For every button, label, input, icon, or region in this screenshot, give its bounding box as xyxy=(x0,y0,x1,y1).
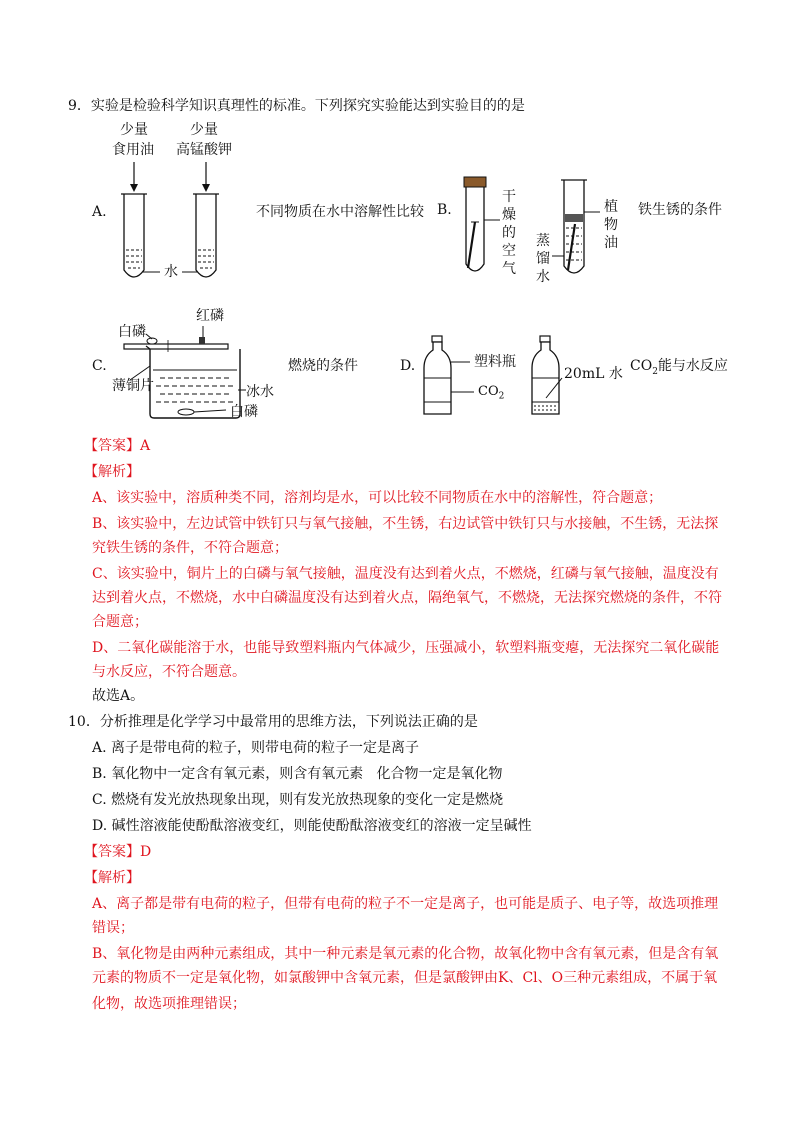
q10-option-a: A. 离子是带电荷的粒子，则带电荷的粒子一定是离子 xyxy=(92,740,420,756)
co2-text: CO xyxy=(478,384,499,399)
label-kmno4-line2: 高锰酸钾 xyxy=(176,142,232,158)
label-distilled-water-char: 水 xyxy=(536,269,550,285)
q10-option-c: C. 燃烧有发光放热现象出现，则有发光放热现象的变化一定是燃烧 xyxy=(92,792,504,808)
label-20ml-water: 20mL 水 xyxy=(564,366,623,382)
label-kmno4-line1: 少量 xyxy=(190,122,218,138)
q9-answer: 【答案】A xyxy=(84,438,151,454)
label-water: 水 xyxy=(164,264,178,280)
option-b-purpose: 铁生锈的条件 xyxy=(638,202,722,218)
purpose-co2-subscript: 2 xyxy=(652,366,658,377)
q9-analysis-line: 达到着火点，不燃烧，水中白磷温度没有达到着火点，隔绝氧气，不燃烧，无法探究燃烧的条件，不符 xyxy=(92,590,722,606)
label-veg-oil-char: 物 xyxy=(604,217,618,233)
label-oil-line1: 少量 xyxy=(120,122,148,138)
label-distilled-water-char: 蒸 xyxy=(536,233,550,249)
option-d-purpose xyxy=(630,356,728,382)
q10-option-b: B. 氧化物中一定含有氧元素，则含有氧元素 化合物一定是氧化物 xyxy=(92,766,503,782)
label-dry-air-char: 的 xyxy=(502,225,516,241)
option-a-purpose: 不同物质在水中溶解性比较 xyxy=(256,204,424,220)
q10-stem: 10．分析推理是化学学习中最常用的思维方法，下列说法正确的是 xyxy=(68,714,478,730)
q9-analysis-line: D、二氧化碳能溶于水，也能导致塑料瓶内气体减少，压强减小，软塑料瓶变瘪，无法探究二氧化碳能 xyxy=(92,640,720,656)
purpose-text: 能与水反应 xyxy=(657,358,728,374)
q9-analysis-line: B、该实验中，左边试管中铁钉只与氧气接触，不生锈，右边试管中铁钉只与水接触，不生锈，无法探 xyxy=(92,516,719,532)
label-veg-oil-char: 植 xyxy=(604,199,618,215)
q10-analysis-line: B、氧化物是由两种元素组成，其中一种元素是氧元素的化合物，故氧化物中含有氧元素，但是含有氧 xyxy=(92,946,719,962)
q10-analysis-line: 错误； xyxy=(92,920,134,936)
q9-analysis-label: 【解析】 xyxy=(84,464,140,480)
q10-answer: 【答案】D xyxy=(84,844,152,860)
q10-analysis-line: 化物，故选项推理错误； xyxy=(92,996,246,1012)
label-dry-air-char: 燥 xyxy=(502,207,516,223)
label-dry-air-char: 空 xyxy=(502,243,516,259)
q10-analysis-line: A、离子都是带有电荷的粒子，但带有电荷的粒子不一定是离子，也可能是质子、电子等，故选项推理 xyxy=(92,896,719,912)
q9-stem: 9．实验是检验科学知识真理性的标准。下列探究实验能达到实验目的的是 xyxy=(68,98,525,114)
purpose-co2: CO xyxy=(630,358,653,374)
label-oil-line2: 食用油 xyxy=(112,142,154,158)
label-dry-air-char: 气 xyxy=(502,261,516,277)
q9-analysis-line: A、该实验中，溶质种类不同，溶剂均是水，可以比较不同物质在水中的溶解性，符合题意； xyxy=(92,490,663,506)
label-veg-oil-char: 油 xyxy=(604,235,618,251)
label-copper-sheet: 薄铜片 xyxy=(112,378,154,394)
option-c-letter: C. xyxy=(92,358,107,374)
option-a-letter: A. xyxy=(92,204,107,220)
label-white-phosphorus: 白磷 xyxy=(118,324,146,340)
option-c-purpose: 燃烧的条件 xyxy=(288,358,358,374)
label-white-phosphorus-water: 白磷 xyxy=(230,404,258,420)
q9-analysis-line: C、该实验中，铜片上的白磷与氧气接触，温度没有达到着火点，不燃烧，红磷与氧气接触，温度没有 xyxy=(92,566,719,582)
q9-analysis-line: 与水反应，不符合题意。 xyxy=(92,664,246,680)
q10-analysis-label: 【解析】 xyxy=(84,870,140,886)
label-plastic-bottle: 塑料瓶 xyxy=(474,354,516,370)
q9-analysis-line: 究铁生锈的条件，不符合题意； xyxy=(92,540,288,556)
label-red-phosphorus: 红磷 xyxy=(196,308,224,324)
option-d-letter: D. xyxy=(400,358,416,374)
label-ice-water: 冰水 xyxy=(246,384,274,400)
q9-analysis-line: 合题意； xyxy=(92,614,148,630)
label-dry-air-char: 干 xyxy=(502,189,516,205)
q10-analysis-line: 元素的物质不一定是氧化物，如氯酸钾中含氧元素，但是氯酸钾由K、Cl、O三种元素组成，不属于氧 xyxy=(92,970,718,986)
co2-subscript: 2 xyxy=(498,391,505,402)
option-b-letter: B. xyxy=(437,202,452,218)
label-co2-bottle xyxy=(478,382,504,407)
q10-option-d: D. 碱性溶液能使酚酞溶液变红，则能使酚酞溶液变红的溶液一定呈碱性 xyxy=(92,818,532,834)
label-distilled-water-char: 馏 xyxy=(536,251,550,267)
q9-conclusion: 故选A。 xyxy=(92,688,145,704)
